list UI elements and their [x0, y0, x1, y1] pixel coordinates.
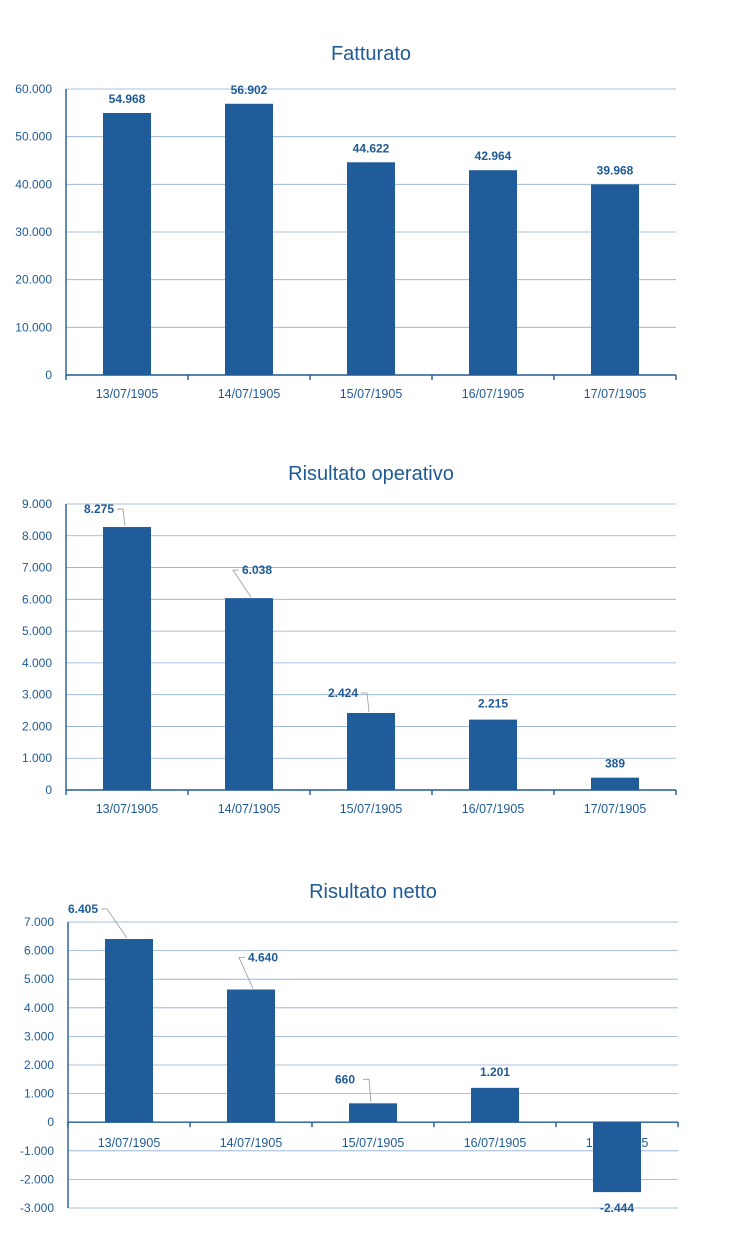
bar-3 [349, 1103, 397, 1122]
x-tick-label: 17/07/1905 [583, 802, 647, 816]
chart-title-3: Risultato netto [309, 881, 437, 903]
x-tick-label: 17/07/1905 [585, 1136, 649, 1150]
y-tick-label: 6.000 [23, 943, 54, 958]
data-label-4: 42.964 [474, 149, 512, 164]
y-tick-label: 2.000 [23, 1058, 54, 1072]
y-tick-label: -3.000 [19, 1201, 54, 1215]
x-tick-label: 13/07/1905 [97, 1136, 161, 1150]
bar-2 [225, 598, 273, 790]
y-tick-label: -1.000 [19, 1143, 54, 1158]
bar-3 [347, 162, 395, 375]
data-label-1: 6.405 [67, 902, 99, 917]
data-label-5: 39.968 [596, 163, 634, 178]
y-tick-label: 2.000 [21, 719, 52, 734]
bar-5 [593, 1122, 641, 1192]
x-tick-label: 13/07/1905 [95, 387, 159, 401]
y-tick-label: 8.000 [21, 528, 52, 543]
y-tick-label: 7.000 [21, 560, 52, 575]
data-label-leader [101, 909, 127, 938]
x-tick-label: 14/07/1905 [219, 1136, 283, 1150]
y-tick-label: 4.000 [21, 655, 52, 670]
y-tick-label: 1.000 [23, 1086, 54, 1101]
data-label-3: 2.424 [327, 685, 359, 700]
y-tick-label: 0 [45, 783, 52, 797]
y-tick-label: 7.000 [23, 915, 54, 929]
y-tick-label: 1.000 [21, 751, 52, 766]
chart-title-1: Fatturato [330, 43, 412, 65]
data-label-1: 54.968 [108, 91, 146, 106]
data-label-2: 6.038 [241, 563, 273, 578]
bar-3 [347, 713, 395, 790]
chart-title-2: Risultato operativo [288, 463, 454, 485]
data-label-leader [361, 693, 369, 712]
x-tick-label: 14/07/1905 [217, 802, 281, 816]
x-tick-label: 16/07/1905 [461, 802, 525, 816]
x-tick-label: 15/07/1905 [341, 1136, 405, 1150]
y-tick-label: 20.000 [15, 272, 52, 287]
bar-5 [591, 778, 639, 790]
y-tick-label: 3.000 [23, 1029, 54, 1044]
data-label-2: 56.902 [230, 82, 268, 97]
bar-4 [471, 1088, 519, 1122]
bar-1 [103, 527, 151, 790]
data-label-5: -2.444 [599, 1201, 635, 1216]
x-tick-label: 17/07/1905 [583, 387, 647, 401]
y-tick-label: 3.000 [21, 687, 52, 702]
y-tick-label: 30.000 [15, 225, 52, 239]
y-tick-label: 5.000 [23, 972, 54, 987]
bar-4 [469, 170, 517, 375]
bar-1 [103, 113, 151, 375]
data-label-leader [363, 1079, 371, 1102]
y-tick-label: 9.000 [21, 497, 52, 511]
y-tick-label: 40.000 [15, 177, 52, 192]
x-tick-label: 14/07/1905 [217, 387, 281, 401]
y-tick-label: 50.000 [15, 129, 52, 144]
bar-4 [469, 720, 517, 790]
data-label-3: 660 [334, 1072, 356, 1087]
y-tick-label: 60.000 [15, 82, 52, 96]
y-tick-label: 0 [45, 368, 52, 382]
y-tick-label: 5.000 [21, 624, 52, 639]
y-tick-label: 6.000 [21, 592, 52, 607]
x-tick-label: 16/07/1905 [463, 1136, 527, 1150]
x-tick-label: 13/07/1905 [95, 802, 159, 816]
y-tick-label: 4.000 [23, 1000, 54, 1015]
bar-2 [225, 104, 273, 375]
x-tick-label: 15/07/1905 [339, 802, 403, 816]
y-tick-label: 0 [47, 1115, 54, 1130]
x-tick-label: 16/07/1905 [461, 387, 525, 401]
data-label-5: 389 [604, 756, 626, 771]
data-label-1: 8.275 [83, 502, 115, 517]
data-label-4: 1.201 [479, 1064, 511, 1079]
bar-2 [227, 989, 275, 1122]
data-label-2: 4.640 [247, 950, 279, 965]
y-tick-label: -2.000 [19, 1172, 54, 1187]
y-tick-label: 10.000 [15, 320, 52, 335]
data-label-leader [117, 509, 125, 526]
bar-5 [591, 184, 639, 375]
data-label-3: 44.622 [352, 141, 390, 156]
x-tick-label: 15/07/1905 [339, 387, 403, 401]
data-label-4: 2.215 [477, 696, 509, 711]
bar-1 [105, 939, 153, 1122]
